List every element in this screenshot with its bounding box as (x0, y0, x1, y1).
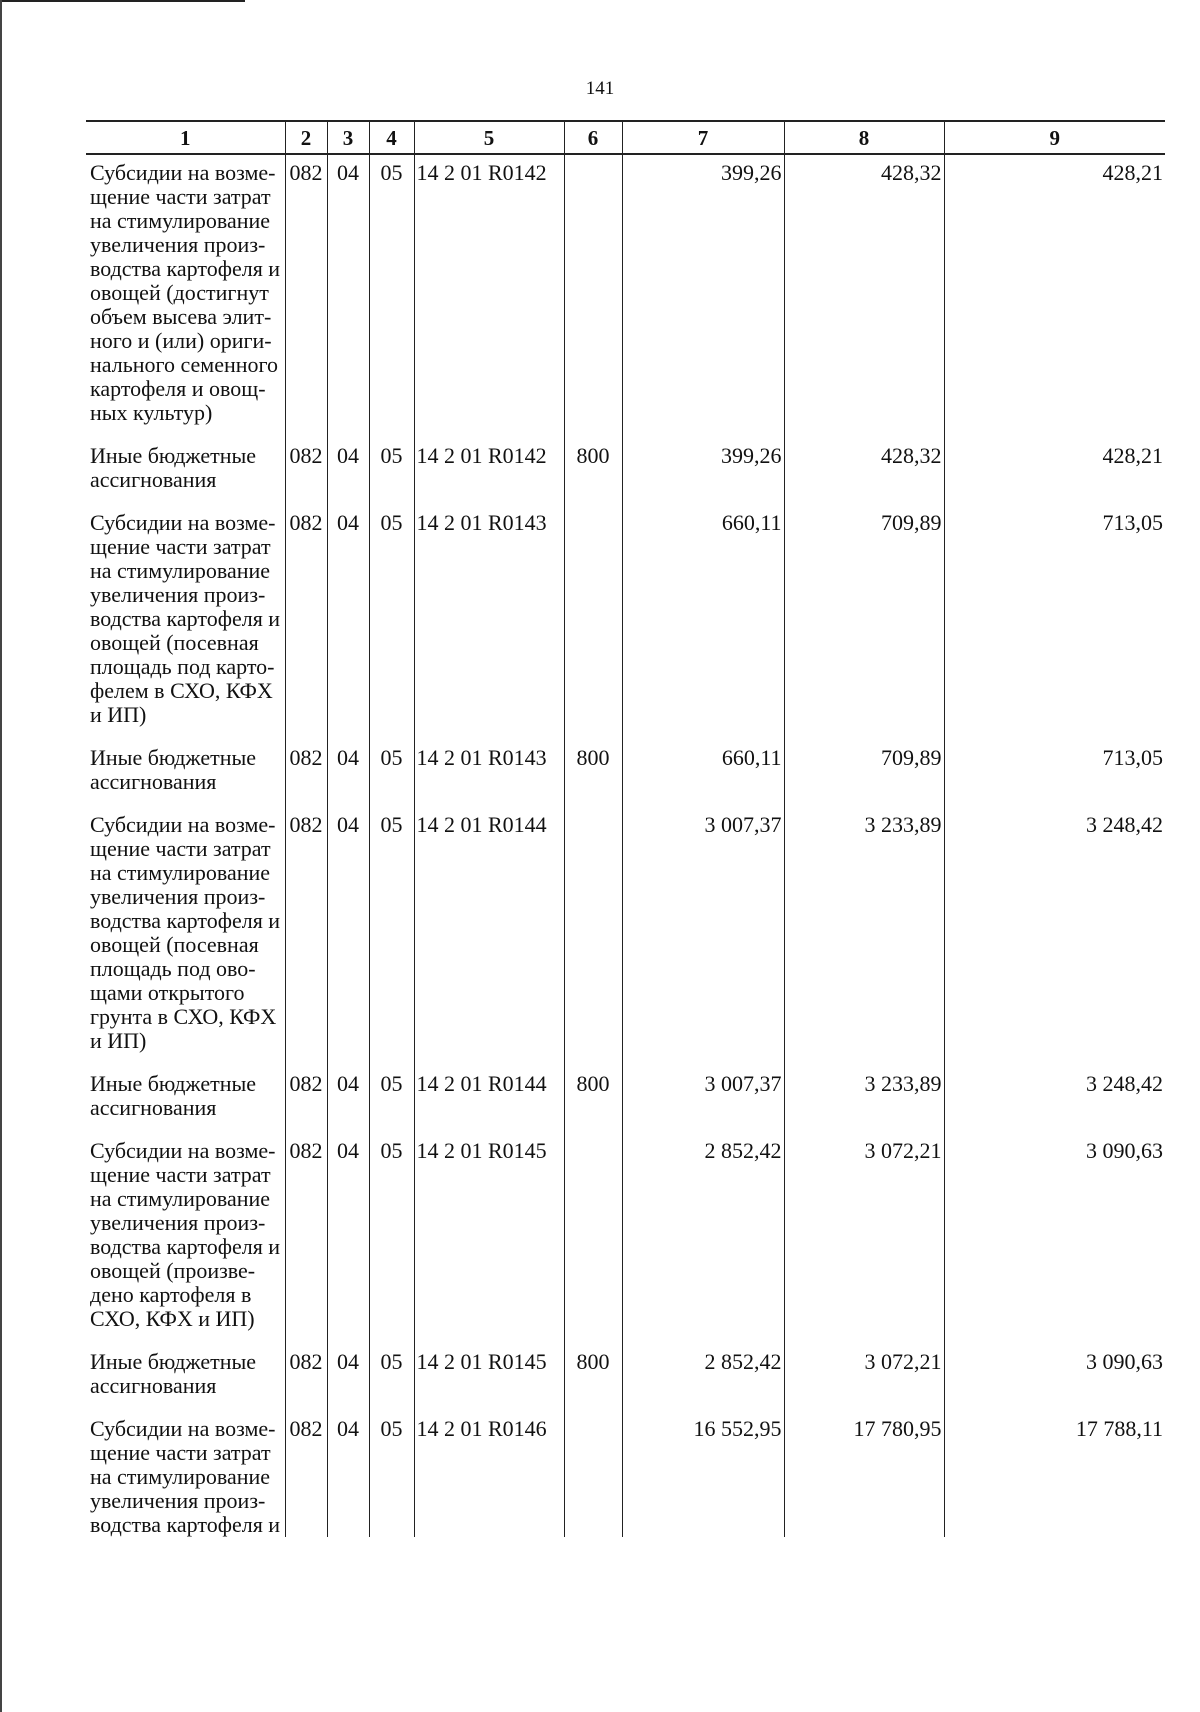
cell-name: Иные бюджетные ассигнования (86, 746, 285, 813)
cell-ministry: 082 (285, 154, 327, 444)
cell-section: 04 (327, 1417, 369, 1537)
cell-amount-col8: 3 072,21 (784, 1139, 944, 1350)
cell-amount-col7: 660,11 (622, 511, 784, 746)
column-header: 1 (86, 121, 285, 154)
table-row (86, 1072, 1165, 1139)
cell-expense-type (564, 511, 622, 746)
cell-ministry: 082 (285, 1350, 327, 1417)
cell-subsection: 05 (369, 1350, 414, 1417)
cell-amount-col9: 3 248,42 (944, 813, 1165, 1072)
cell-expense-type: 800 (564, 746, 622, 813)
cell-expense-type: 800 (564, 444, 622, 511)
table-body (86, 154, 1165, 1537)
column-header: 9 (944, 121, 1165, 154)
cell-amount-col7: 3 007,37 (622, 1072, 784, 1139)
cell-subsection: 05 (369, 511, 414, 746)
cell-amount-col9: 3 090,63 (944, 1139, 1165, 1350)
cell-amount-col8: 428,32 (784, 154, 944, 444)
cell-amount-col7: 3 007,37 (622, 813, 784, 1072)
cell-section: 04 (327, 1139, 369, 1350)
cell-subsection: 05 (369, 1139, 414, 1350)
cell-amount-col7: 399,26 (622, 444, 784, 511)
page-number: 141 (585, 78, 615, 99)
cell-amount-col8: 3 072,21 (784, 1350, 944, 1417)
cell-expense-type: 800 (564, 1350, 622, 1417)
table-row (86, 746, 1165, 813)
table-header-row (86, 121, 1165, 154)
column-header: 4 (369, 121, 414, 154)
cell-name: Субсидии на возме- щение части затрат на стимулирование увеличения произ- водства картофеля и овощей (достигнут объем высева элит- ного и (или) ориги- нального семенного картофеля и овощ- ных культур) (86, 154, 285, 444)
column-header: 2 (285, 121, 327, 154)
cell-subsection: 05 (369, 154, 414, 444)
cell-name: Иные бюджетные ассигнования (86, 1350, 285, 1417)
cell-expense-type (564, 813, 622, 1072)
table-row (86, 511, 1165, 746)
cell-amount-col9: 713,05 (944, 746, 1165, 813)
cell-target-article: 14 2 01 R0142 (414, 444, 564, 511)
cell-expense-type (564, 154, 622, 444)
cell-amount-col7: 2 852,42 (622, 1350, 784, 1417)
table-row (86, 154, 1165, 444)
column-header: 8 (784, 121, 944, 154)
cell-amount-col7: 2 852,42 (622, 1139, 784, 1350)
cell-name: Субсидии на возме- щение части затрат на стимулирование увеличения произ- водства картофеля и овощей (посевная площадь под карто- фелем в СХО, КФХ и ИП) (86, 511, 285, 746)
cell-section: 04 (327, 154, 369, 444)
cell-expense-type: 800 (564, 1072, 622, 1139)
cell-amount-col9: 3 248,42 (944, 1072, 1165, 1139)
cell-section: 04 (327, 1350, 369, 1417)
scan-top-rule (0, 0, 245, 2)
column-header: 3 (327, 121, 369, 154)
column-header: 5 (414, 121, 564, 154)
cell-ministry: 082 (285, 1417, 327, 1537)
cell-target-article: 14 2 01 R0145 (414, 1350, 564, 1417)
cell-amount-col9: 713,05 (944, 511, 1165, 746)
cell-amount-col8: 3 233,89 (784, 1072, 944, 1139)
cell-ministry: 082 (285, 1072, 327, 1139)
table-row (86, 1417, 1165, 1537)
cell-section: 04 (327, 444, 369, 511)
cell-target-article: 14 2 01 R0145 (414, 1139, 564, 1350)
cell-name: Иные бюджетные ассигнования (86, 1072, 285, 1139)
cell-amount-col8: 709,89 (784, 746, 944, 813)
cell-target-article: 14 2 01 R0142 (414, 154, 564, 444)
cell-ministry: 082 (285, 1139, 327, 1350)
cell-ministry: 082 (285, 444, 327, 511)
table-row (86, 1350, 1165, 1417)
cell-amount-col9: 428,21 (944, 154, 1165, 444)
table-row (86, 1139, 1165, 1350)
cell-ministry: 082 (285, 813, 327, 1072)
cell-target-article: 14 2 01 R0144 (414, 1072, 564, 1139)
table-row (86, 444, 1165, 511)
table-row (86, 813, 1165, 1072)
cell-subsection: 05 (369, 746, 414, 813)
cell-amount-col7: 16 552,95 (622, 1417, 784, 1537)
cell-amount-col9: 3 090,63 (944, 1350, 1165, 1417)
cell-target-article: 14 2 01 R0143 (414, 511, 564, 746)
cell-name: Субсидии на возме- щение части затрат на стимулирование увеличения произ- водства картофеля и (86, 1417, 285, 1537)
cell-section: 04 (327, 746, 369, 813)
cell-name: Иные бюджетные ассигнования (86, 444, 285, 511)
cell-amount-col8: 17 780,95 (784, 1417, 944, 1537)
cell-subsection: 05 (369, 1417, 414, 1537)
cell-section: 04 (327, 813, 369, 1072)
cell-subsection: 05 (369, 444, 414, 511)
column-header: 7 (622, 121, 784, 154)
cell-amount-col7: 399,26 (622, 154, 784, 444)
cell-ministry: 082 (285, 511, 327, 746)
cell-ministry: 082 (285, 746, 327, 813)
scan-left-rule (0, 0, 2, 1712)
cell-amount-col9: 17 788,11 (944, 1417, 1165, 1537)
budget-table (86, 120, 1165, 1537)
column-header: 6 (564, 121, 622, 154)
cell-name: Субсидии на возме- щение части затрат на стимулирование увеличения произ- водства картофеля и овощей (посевная площадь под ово- щами открытого грунта в СХО, КФХ и ИП) (86, 813, 285, 1072)
cell-amount-col7: 660,11 (622, 746, 784, 813)
cell-section: 04 (327, 1072, 369, 1139)
cell-expense-type (564, 1139, 622, 1350)
cell-amount-col8: 3 233,89 (784, 813, 944, 1072)
cell-amount-col8: 709,89 (784, 511, 944, 746)
cell-target-article: 14 2 01 R0146 (414, 1417, 564, 1537)
cell-name: Субсидии на возме- щение части затрат на стимулирование увеличения произ- водства картофеля и овощей (произве- дено картофеля в СХО, КФХ и ИП) (86, 1139, 285, 1350)
cell-subsection: 05 (369, 813, 414, 1072)
cell-target-article: 14 2 01 R0143 (414, 746, 564, 813)
cell-subsection: 05 (369, 1072, 414, 1139)
cell-amount-col8: 428,32 (784, 444, 944, 511)
cell-expense-type (564, 1417, 622, 1537)
cell-section: 04 (327, 511, 369, 746)
cell-amount-col9: 428,21 (944, 444, 1165, 511)
cell-target-article: 14 2 01 R0144 (414, 813, 564, 1072)
